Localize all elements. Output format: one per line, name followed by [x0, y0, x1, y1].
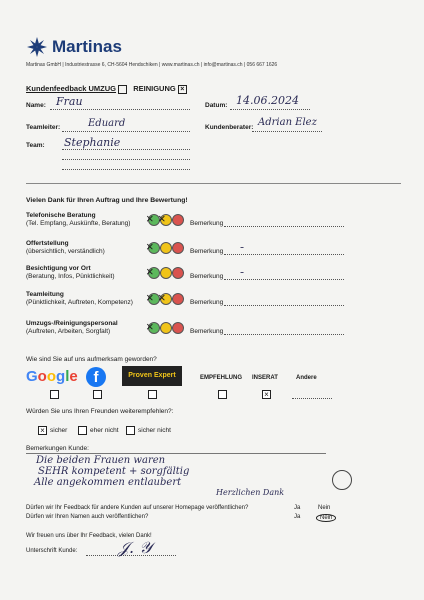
rating-subtitle: (Auftreten, Arbeiten, Sorgfalt): [26, 328, 111, 335]
smiley-neutral-icon[interactable]: [160, 267, 172, 279]
rating-row: [0, 320, 424, 344]
team-lead-label: Teamleiter:: [26, 124, 61, 131]
date-label: Datum:: [205, 102, 228, 109]
smiley-drawing: [332, 470, 352, 490]
name-question: Dürfen wir Ihren Namen auch veröffentlichen?: [26, 514, 149, 520]
thanks-text: Wir freuen uns über Ihr Feedback, vielen Dank!: [26, 533, 152, 539]
rating-subtitle: (Pünktlichkeit, Auftreten, Kompetenz): [26, 299, 133, 306]
rating-row: [0, 291, 424, 315]
advisor-line: [252, 131, 322, 132]
smiley-sad-icon[interactable]: [172, 322, 184, 334]
advisor-value: Adrian Elez: [258, 117, 317, 128]
advert-checkbox[interactable]: ×: [262, 390, 271, 399]
rating-row: [0, 265, 424, 289]
rating-title: Offertstellung: [26, 240, 69, 247]
comment-line-2: SEHR kompetent + sorgfältig: [38, 466, 190, 477]
rating-subtitle: (Tel. Empfang, Auskünfte, Beratung): [26, 220, 131, 227]
comment-line-4: Herzlichen Dank: [216, 488, 285, 497]
team-value: Stephanie: [64, 136, 121, 149]
rating-mark: ×: [146, 239, 154, 254]
remark-line: [224, 334, 344, 335]
rating-mark: ×: [146, 264, 154, 279]
comments-box: [26, 453, 326, 500]
name-no[interactable]: Nein: [316, 514, 336, 522]
team-line-1: [62, 149, 190, 150]
rating-heading: Vielen Dank für Ihren Auftrag und Ihre Bewertung!: [26, 197, 188, 204]
advisor-label: Kundenberater:: [205, 124, 254, 131]
team-label: Team:: [26, 142, 45, 149]
rating-row: [0, 240, 424, 264]
rating-mark: ×: [146, 211, 154, 226]
rating-title: Telefonische Beratung: [26, 212, 96, 219]
rating-subtitle: (Beratung, Infos, Pünktlichkeit): [26, 273, 115, 280]
rating-mark: ×: [146, 290, 154, 305]
remark-line: [224, 226, 344, 227]
rating-mark: ×: [158, 290, 166, 305]
advert-label: INSERAT: [252, 375, 278, 381]
smiley-sad-icon[interactable]: [172, 293, 184, 305]
rating-title: Besichtigung vor Ort: [26, 265, 91, 272]
recommend-sure-label: sicher: [50, 427, 68, 434]
recommend-rather-not-label: eher nicht: [90, 427, 119, 434]
google-logo: Google: [26, 368, 78, 385]
team-line-2: [62, 159, 190, 160]
publish-question: Dürfen wir Ihr Feedback für andere Kunden auf unserer Homepage veröffentlichen?: [26, 505, 249, 511]
form-title: Kundenfeedback UMZUG REINIGUNG ×: [26, 84, 187, 94]
rating-subtitle: (übersichtlich, verständlich): [26, 248, 105, 255]
proven-expert-checkbox[interactable]: [148, 390, 157, 399]
smiley-sad-icon[interactable]: [172, 242, 184, 254]
remark-label: Bemerkung: [190, 220, 224, 227]
remark-label: Bemerkung: [190, 273, 224, 280]
comments-label: Bemerkungen Kunde:: [26, 445, 89, 452]
proven-expert-logo: Proven Expert: [122, 366, 182, 386]
smiley-sad-icon[interactable]: [172, 214, 184, 226]
rating-mark: ×: [146, 319, 154, 334]
rating-title: Umzugs-/Reinigungspersonal: [26, 320, 118, 327]
rating-title: Teamleitung: [26, 291, 64, 298]
company-logo: [26, 36, 146, 58]
remark-line: [224, 254, 344, 255]
umzug-checkbox[interactable]: [118, 85, 127, 94]
recommend-question: Würden Sie uns Ihren Freunden weiterempfehlen?:: [26, 408, 174, 415]
rating-mark: ×: [158, 211, 166, 226]
signature-label: Unterschrift Kunde:: [26, 548, 78, 554]
facebook-checkbox[interactable]: [93, 390, 102, 399]
name-label: Name:: [26, 102, 46, 109]
signature: 𝒥. 𝒴: [118, 538, 152, 557]
comment-line-3: Alle angekommen entlaubert: [34, 477, 182, 488]
date-line: [230, 109, 310, 110]
rating-row: [0, 212, 424, 236]
name-yes[interactable]: Ja: [294, 514, 301, 520]
remark-label: Bemerkung: [190, 248, 224, 255]
date-value: 14.06.2024: [236, 94, 299, 107]
facebook-icon: f: [86, 367, 106, 387]
recommend-rather-not-checkbox[interactable]: [78, 426, 87, 435]
publish-yes[interactable]: Ja: [294, 505, 301, 511]
divider: [26, 183, 401, 184]
remark-line: [224, 305, 344, 306]
remark-line: [224, 279, 344, 280]
smiley-sad-icon[interactable]: [172, 267, 184, 279]
company-name: Martinas: [52, 37, 122, 56]
remark-value: -: [240, 265, 245, 279]
comment-line-1: Die beiden Frauen waren: [36, 455, 166, 466]
team-lead-line: [62, 131, 190, 132]
logo-icon: [26, 36, 48, 58]
company-address: Martinas GmbH | Industriestrasse 6, CH-5604 Hendschiken | www.martinas.ch | info@martinas.ch | 056 667 1626: [26, 62, 278, 68]
other-line: [292, 398, 332, 399]
recommendation-label: EMPFEHLUNG: [200, 375, 242, 381]
remark-label: Bemerkung: [190, 328, 224, 335]
cleaning-checkbox[interactable]: ×: [178, 85, 187, 94]
remark-value: -: [240, 240, 245, 254]
other-label: Andere: [296, 375, 317, 381]
recommend-not-checkbox[interactable]: [126, 426, 135, 435]
google-checkbox[interactable]: [50, 390, 59, 399]
team-line-3: [62, 169, 190, 170]
smiley-neutral-icon[interactable]: [160, 242, 172, 254]
source-question: Wie sind Sie auf uns aufmerksam geworden?: [26, 356, 157, 363]
publish-no[interactable]: Nein: [318, 505, 331, 511]
smiley-neutral-icon[interactable]: [160, 322, 172, 334]
remark-label: Bemerkung: [190, 299, 224, 306]
recommendation-checkbox[interactable]: [218, 390, 227, 399]
recommend-not-label: sicher nicht: [138, 427, 171, 434]
name-value: Frau: [56, 95, 83, 108]
recommend-sure-checkbox[interactable]: ×: [38, 426, 47, 435]
team-lead-value: Eduard: [88, 118, 126, 129]
name-line: [50, 109, 190, 110]
